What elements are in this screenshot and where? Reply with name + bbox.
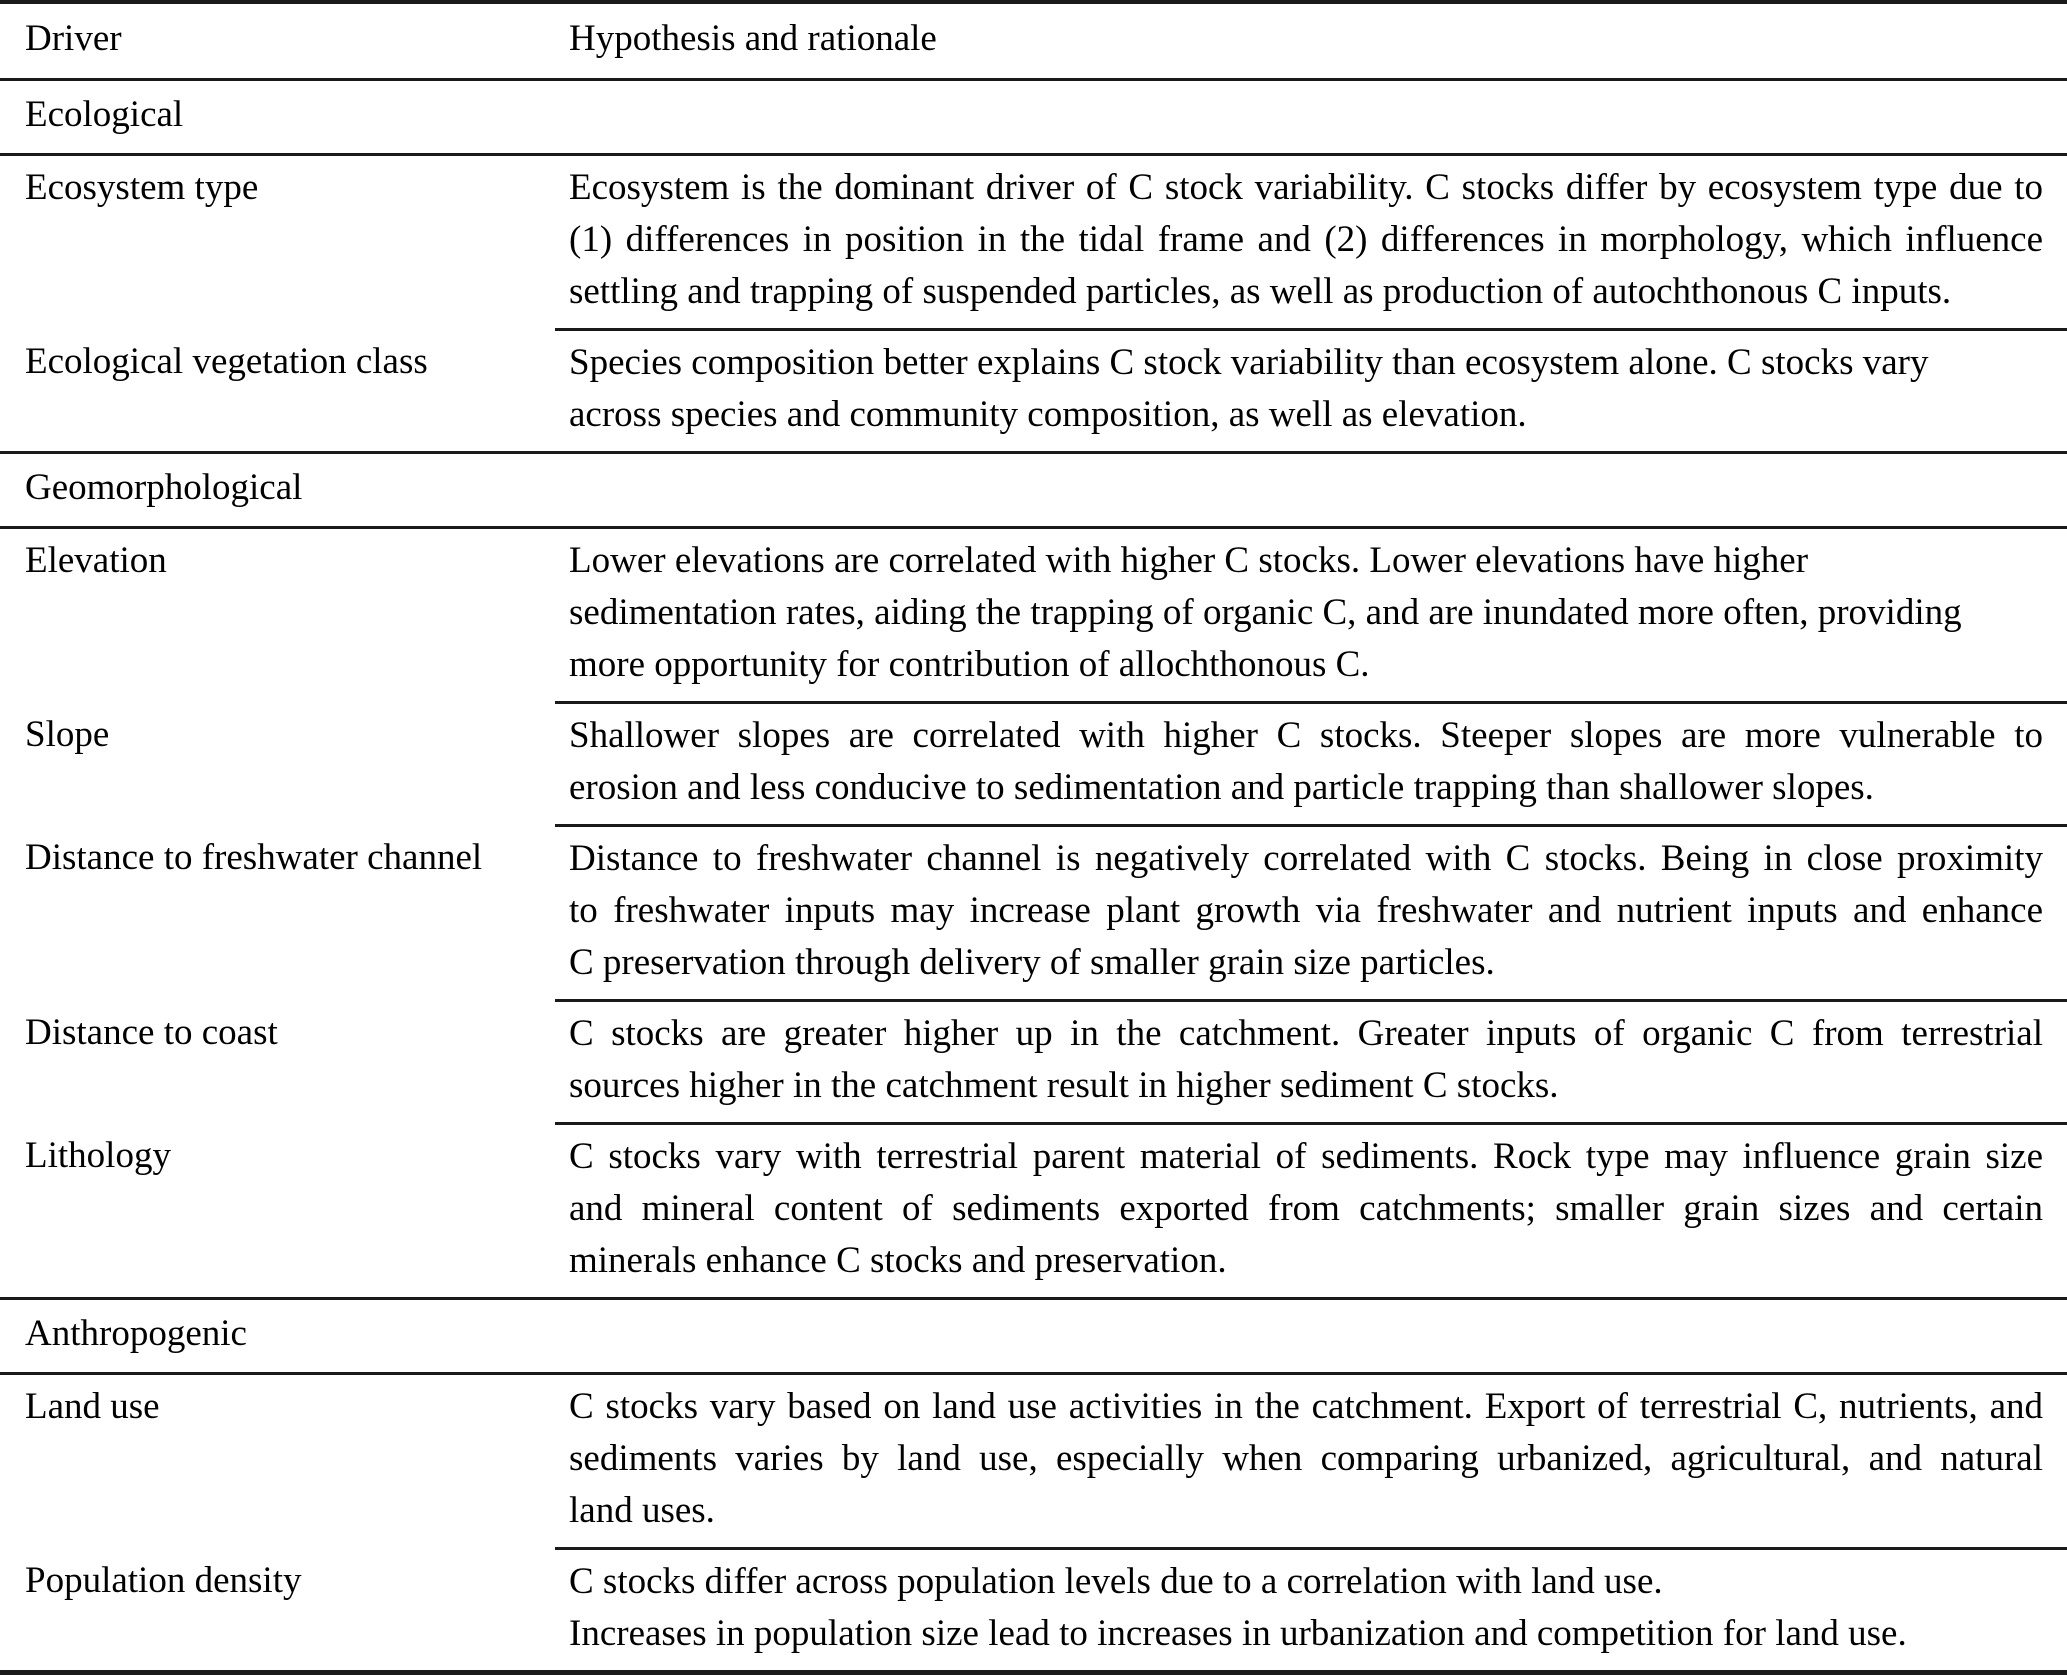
hypothesis-line: C stocks are greater higher up in the catchment. Greater inputs of organic C from terrestrial bbox=[569, 1013, 2043, 1054]
section-label: Anthropogenic bbox=[0, 1299, 555, 1374]
table-row bbox=[0, 826, 2067, 1001]
hypothesis-line: Shallower slopes are correlated with higher C stocks. Steeper slopes are more vulnerable to bbox=[569, 715, 2043, 756]
hypothesis-line: across species and community composition, as well as elevation. bbox=[569, 394, 1527, 435]
table-row bbox=[0, 1001, 2067, 1124]
hypothesis-line: sources higher in the catchment result in higher sediment C stocks. bbox=[569, 1065, 1559, 1106]
hypothesis-cell bbox=[555, 703, 2067, 826]
header-row bbox=[0, 2, 2067, 80]
hypothesis-cell bbox=[555, 1374, 2067, 1549]
table-row bbox=[0, 1374, 2067, 1549]
hypothesis-line: C preservation through delivery of smaller grain size particles. bbox=[569, 942, 1495, 983]
driver-cell: Distance to coast bbox=[25, 1011, 278, 1053]
hypothesis-line: minerals enhance C stocks and preservation. bbox=[569, 1240, 1227, 1281]
table-body bbox=[0, 80, 2067, 1673]
hypothesis-line: sedimentation rates, aiding the trapping of organic C, and are inundated more often, providing bbox=[569, 592, 1962, 633]
hypothesis-line: to freshwater inputs may increase plant growth via freshwater and nutrient inputs and enhance bbox=[569, 890, 2043, 931]
hypothesis-cell bbox=[555, 1549, 2067, 1673]
hypothesis-line: Lower elevations are correlated with higher C stocks. Lower elevations have higher bbox=[569, 540, 1809, 581]
hypothesis-line: erosion and less conducive to sedimentation and particle trapping than shallower slopes. bbox=[569, 767, 1874, 808]
hypothesis-cell bbox=[555, 80, 2067, 155]
hypothesis-cell bbox=[555, 330, 2067, 453]
hypothesis-line: Increases in population size lead to increases in urbanization and competition for land use. bbox=[569, 1613, 1907, 1654]
section-row bbox=[0, 80, 2067, 155]
section-label: Ecological bbox=[0, 80, 555, 155]
hypothesis-line: Ecosystem is the dominant driver of C stock variability. C stocks differ by ecosystem type due to bbox=[569, 167, 2043, 208]
driver-cell: Population density bbox=[25, 1559, 302, 1601]
table-row bbox=[0, 528, 2067, 703]
hypothesis-cell bbox=[555, 155, 2067, 330]
hypothesis-cell bbox=[555, 1124, 2067, 1299]
column-header-hypothesis: Hypothesis and rationale bbox=[569, 18, 937, 59]
table-row bbox=[0, 330, 2067, 453]
driver-cell: Ecological vegetation class bbox=[25, 340, 428, 382]
table-row bbox=[0, 155, 2067, 330]
driver-cell: Lithology bbox=[25, 1134, 171, 1176]
driver-cell: Elevation bbox=[0, 528, 555, 703]
hypothesis-line: land uses. bbox=[569, 1490, 715, 1531]
hypothesis-cell bbox=[555, 528, 2067, 703]
section-label: Geomorphological bbox=[0, 453, 555, 528]
hypothesis-line: (1) differences in position in the tidal frame and (2) differences in morphology, which influence bbox=[569, 219, 2043, 260]
driver-cell: Distance to freshwater channel bbox=[25, 836, 483, 878]
table-row bbox=[0, 1549, 2067, 1673]
hypothesis-line: more opportunity for contribution of allochthonous C. bbox=[569, 644, 1370, 685]
hypothesis-line: C stocks differ across population levels due to a correlation with land use. bbox=[569, 1561, 1663, 1602]
hypothesis-line: Species composition better explains C stock variability than ecosystem alone. C stocks vary bbox=[569, 342, 1929, 383]
section-row bbox=[0, 1299, 2067, 1374]
hypothesis-line: sediments varies by land use, especially when comparing urbanized, agricultural, and natural bbox=[569, 1438, 2043, 1479]
hypothesis-line: settling and trapping of suspended particles, as well as production of autochthonous C inputs. bbox=[569, 271, 1952, 312]
section-row bbox=[0, 453, 2067, 528]
driver-cell: Ecosystem type bbox=[0, 155, 555, 330]
hypothesis-line: and mineral content of sediments exported from catchments; smaller grain sizes and certain bbox=[569, 1188, 2043, 1229]
hypothesis-cell bbox=[555, 1001, 2067, 1124]
hypothesis-line: Distance to freshwater channel is negatively correlated with C stocks. Being in close proximity bbox=[569, 838, 2043, 879]
driver-cell: Land use bbox=[0, 1374, 555, 1549]
hypothesis-cell bbox=[555, 1299, 2067, 1374]
hypothesis-line: C stocks vary with terrestrial parent material of sediments. Rock type may influence grain size bbox=[569, 1136, 2043, 1177]
driver-cell: Slope bbox=[25, 713, 110, 755]
column-header-driver: Driver bbox=[25, 18, 122, 59]
table-row bbox=[0, 1124, 2067, 1299]
hypothesis-line: C stocks vary based on land use activities in the catchment. Export of terrestrial C, nutrients, and bbox=[569, 1386, 2043, 1427]
table-row bbox=[0, 703, 2067, 826]
hypothesis-cell bbox=[555, 826, 2067, 1001]
hypothesis-cell bbox=[555, 453, 2067, 528]
